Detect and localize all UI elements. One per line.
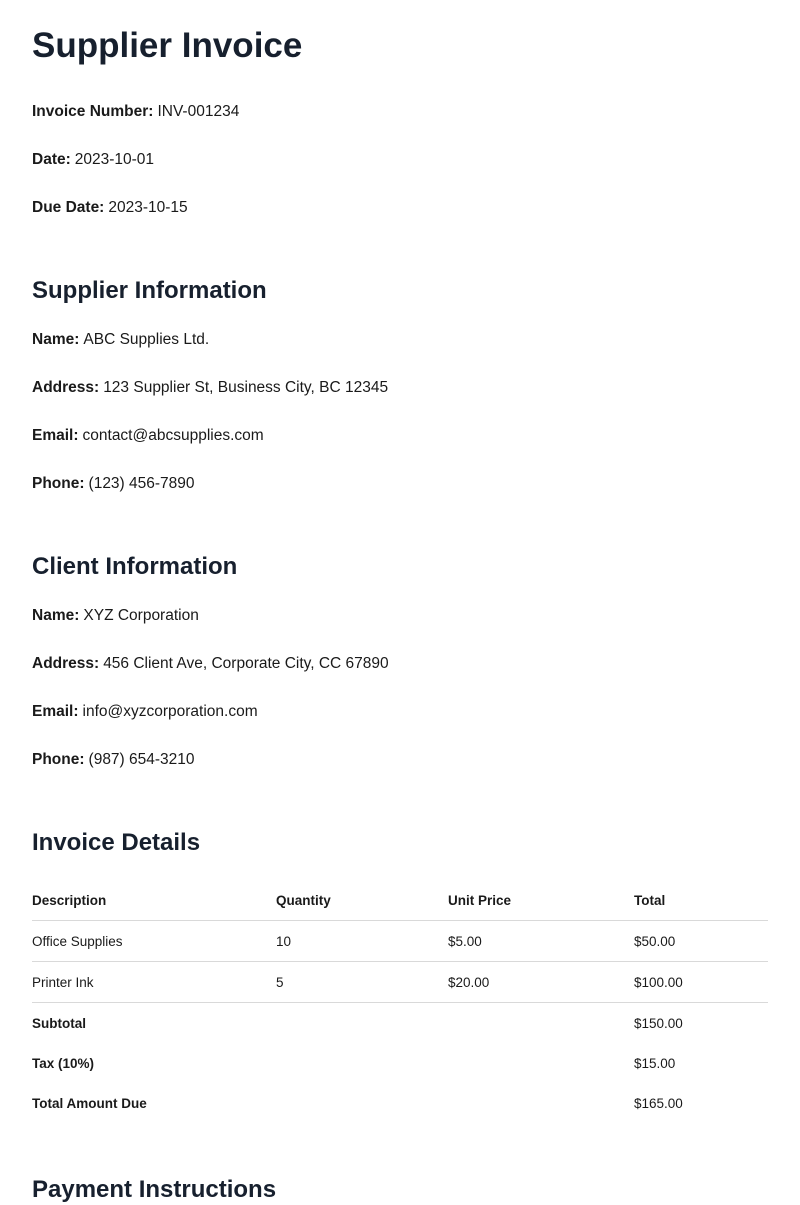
invoice-due-date-field [32,198,768,218]
invoice-due-date-label: Due Date: [32,199,105,216]
client-address-value: 456 Client Ave, Corporate City, CC 67890 [103,655,389,672]
supplier-email-value[interactable]: contact@abcsupplies.com [82,427,264,444]
supplier-name-field [32,330,768,350]
item-unit-price: $5.00 [448,921,634,962]
subtotal-row [32,1003,768,1044]
supplier-phone-label: Phone: [32,475,85,492]
item-quantity: 10 [276,921,448,962]
item-description: Office Supplies [32,921,276,962]
column-header-quantity: Quantity [276,880,448,921]
supplier-phone-field [32,474,768,494]
payment-instructions-heading: Payment Instructions [32,1176,277,1203]
item-total: $50.00 [634,921,768,962]
client-address-field [32,654,768,674]
supplier-phone-value: (123) 456-7890 [88,475,195,492]
tax-value: $15.00 [634,1055,676,1071]
client-name-label: Name: [32,607,80,624]
invoice-number-field [32,102,768,122]
supplier-email-label: Email: [32,427,79,444]
client-address-label: Address: [32,655,100,672]
supplier-name-value: ABC Supplies Ltd. [83,331,210,348]
column-header-total: Total [634,880,768,921]
invoice-date-label: Date: [32,151,71,168]
client-email-field [32,702,768,722]
item-total: $100.00 [634,962,768,1003]
subtotal-label: Subtotal [32,1015,86,1031]
invoice-items-table [32,880,768,1123]
column-header-description: Description [32,880,276,921]
supplier-name-label: Name: [32,331,80,348]
table-row [32,921,768,962]
invoice-details-heading: Invoice Details [32,829,201,856]
invoice-due-date-value: 2023-10-15 [108,199,188,216]
client-name-value: XYZ Corporation [83,607,199,624]
invoice-date-value: 2023-10-01 [74,151,155,168]
client-email-value[interactable]: info@xyzcorporation.com [82,703,258,720]
table-header-row [32,880,768,921]
client-name-field [32,606,768,626]
invoice-number-value: INV-001234 [157,103,240,120]
table-row [32,962,768,1003]
supplier-address-label: Address: [32,379,100,396]
tax-label: Tax (10%) [32,1055,95,1071]
total-due-label: Total Amount Due [32,1095,147,1111]
tax-row [32,1043,768,1083]
client-email-label: Email: [32,703,79,720]
client-phone-label: Phone: [32,751,85,768]
supplier-heading: Supplier Information [32,277,267,304]
invoice-date-field [32,150,768,170]
column-header-unit-price: Unit Price [448,880,634,921]
item-quantity: 5 [276,962,448,1003]
item-unit-price: $20.00 [448,962,634,1003]
page-title: Supplier Invoice [32,26,303,65]
supplier-email-field [32,426,768,446]
supplier-address-value: 123 Supplier St, Business City, BC 12345 [103,379,389,396]
client-phone-field [32,750,768,770]
invoice-number-label: Invoice Number: [32,103,154,120]
total-due-row [32,1083,768,1123]
supplier-address-field [32,378,768,398]
total-due-value: $165.00 [634,1095,683,1111]
item-description: Printer Ink [32,962,276,1003]
client-phone-value: (987) 654-3210 [88,751,195,768]
subtotal-value: $150.00 [634,1015,683,1031]
client-heading: Client Information [32,553,238,580]
